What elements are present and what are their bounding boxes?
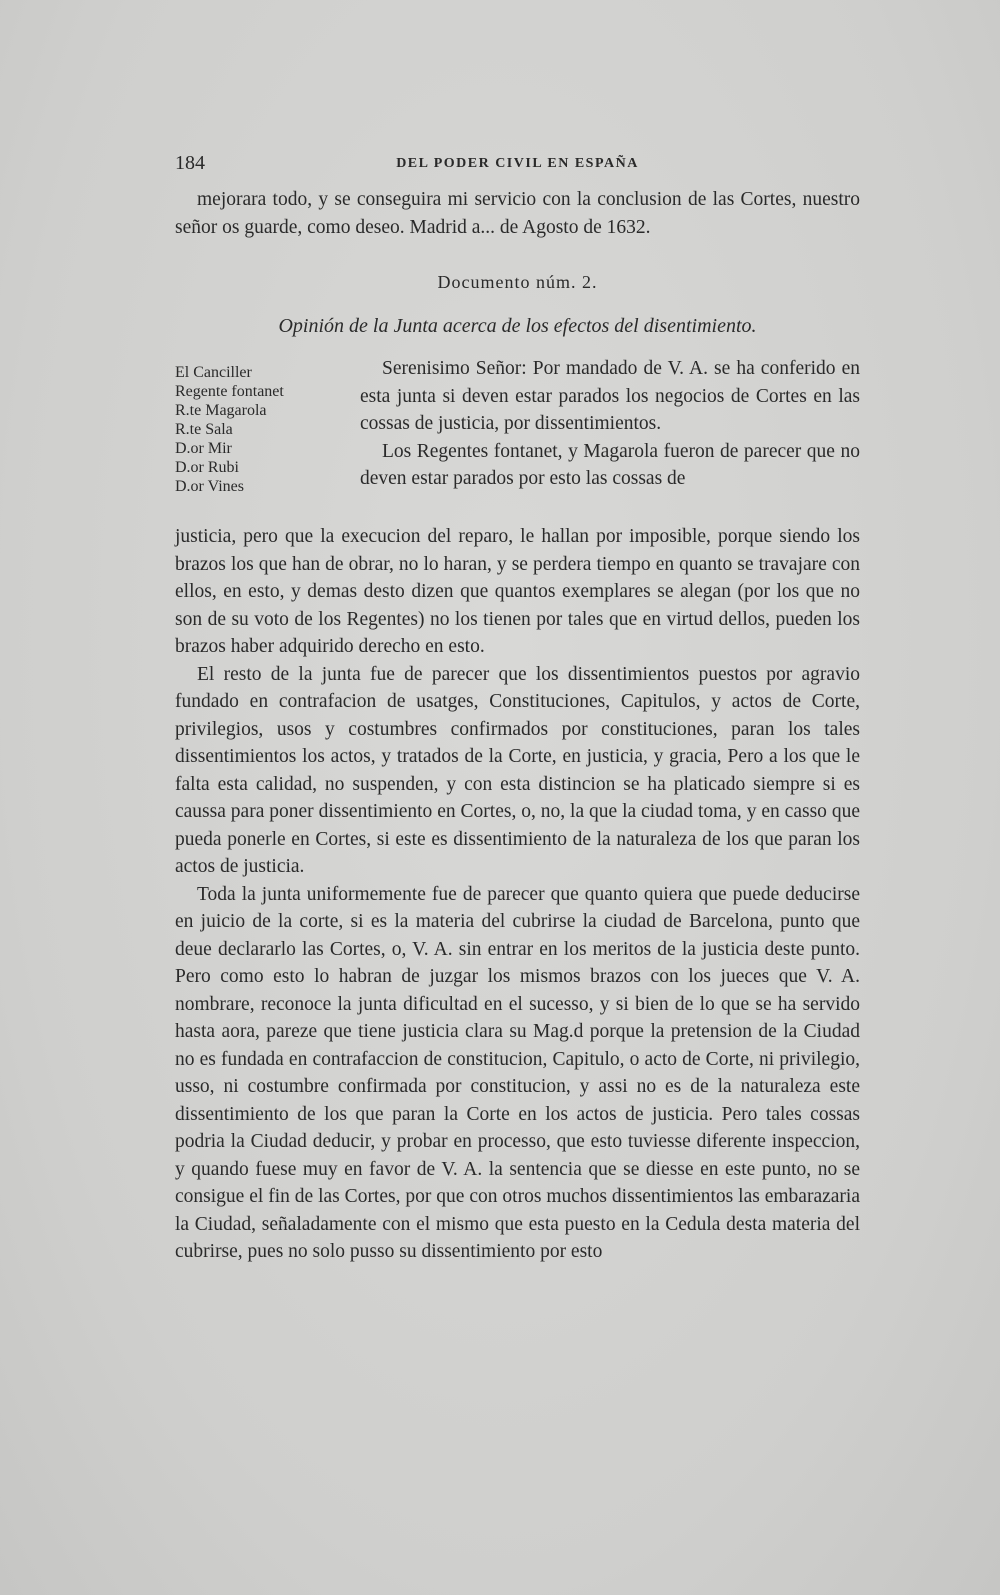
sidenote-signatories xyxy=(175,363,325,496)
page-number: 184 xyxy=(175,152,205,174)
paragraph: justicia, pero que la execucion del reparo, le hallan por imposible, porque siendo los brazos los que han de obrar, no lo haran, y se perdera tiempo en quanto se travajare con ellos, en esto, y demas desto dizen que quantos exemplares se alegan (por los que no son de su voto de los Regentes) no los tienen por tales que en virtud dellos, pueden los brazos haber adquirido derecho en esto. xyxy=(175,526,860,657)
sidenote-line: El Canciller xyxy=(175,364,252,381)
paragraph: El resto de la junta fue de parecer que los dissentimientos puestos por agravio fundado en contrafacion de usatges, Constituciones, Capitulos, y actos de Corte, privilegios, usos y costumbres confirmados por constituciones, paran los tales dissentimientos los actos, y tratados de la Corte, en justicia, y gracia, Pero a los que le falta esta calidad, no suspenden, y con esta distincion se ha platicado siempre si es caussa para poner dissentimiento en Cortes, o, no, la que la ciudad toma, y en casso que pueda ponerle en Cortes, si este es dissentimiento de la naturaleza de los que paran los actos de justicia. xyxy=(175,663,860,877)
sidenote-line: D.or Rubi xyxy=(175,459,239,476)
sidenote-line: D.or Vines xyxy=(175,478,244,495)
paragraph: Serenisimo Señor: Por mandado de V. A. se ha conferido en esta junta si deven estar parados los negocios de Cortes en las cossas de justicia, por dissentimientos. xyxy=(360,358,860,434)
sidenote-line: R.te Magarola xyxy=(175,402,267,419)
paragraph: Toda la junta uniformemente fue de parecer que quanto quiera que puede deducirse en juicio de la corte, si es la materia del cubrirse la ciudad de Barcelona, punto que deue declararlo las Cortes, o, V. A. sin entrar en los meritos de la justicia deste punto. Pero como esto lo habran de juzgar los mismos brazos con los jueces que V. A. nombrare, reconoce la junta dificultad en el sucesso, y si bien de lo que se ha servido hasta aora, pareze que tiene justicia clara su Mag.d porque la pretension de la Ciudad no es fundada en contrafaccion de constitucion, Capitulo, o acto de Corte, ni privilegio, usso, ni costumbre confirmada por constitucion, y assi no es de la naturaleza este dissentimiento de los que paran la Corte en los actos de justicia. Pero tales cossas podria la Ciudad deducir, y probar en processo, que esto tuviesse diferente inspeccion, y quando fuese muy en favor de V. A. la sentencia que se diesse en este punto, no se consigue el fin de las Cortes, por que con otros muchos dissentimientos las embarazaria la Ciudad, señaladamente con el mismo que esta puesto en la Cedula desta materia del cubrirse, pues no solo pusso su dissentimiento por esto xyxy=(175,883,860,1262)
page-header xyxy=(175,152,860,182)
sidenote-line: R.te Sala xyxy=(175,421,233,438)
top-paragraph: mejorara todo, y se conseguira mi servicio con la conclusion de las Cortes, nuestro señor os guarde, como deseo. Madrid a... de Agosto de 1632. xyxy=(175,189,860,238)
document-title: Documento núm. 2. xyxy=(437,272,598,292)
sidenote-line: D.or Mir xyxy=(175,440,232,457)
running-title: DEL PODER CIVIL EN ESPAÑA xyxy=(396,156,639,171)
paragraph: Los Regentes fontanet, y Magarola fueron de parecer que no deven estar parados por esto las cossas de xyxy=(360,440,860,489)
side-paragraphs xyxy=(360,355,860,493)
document-subtitle: Opinión de la Junta acerca de los efectos del disentimiento. xyxy=(278,315,757,337)
sidenote-line: Regente fontanet xyxy=(175,383,284,400)
top-paragraph-block xyxy=(175,186,860,241)
body-text xyxy=(175,523,860,1266)
